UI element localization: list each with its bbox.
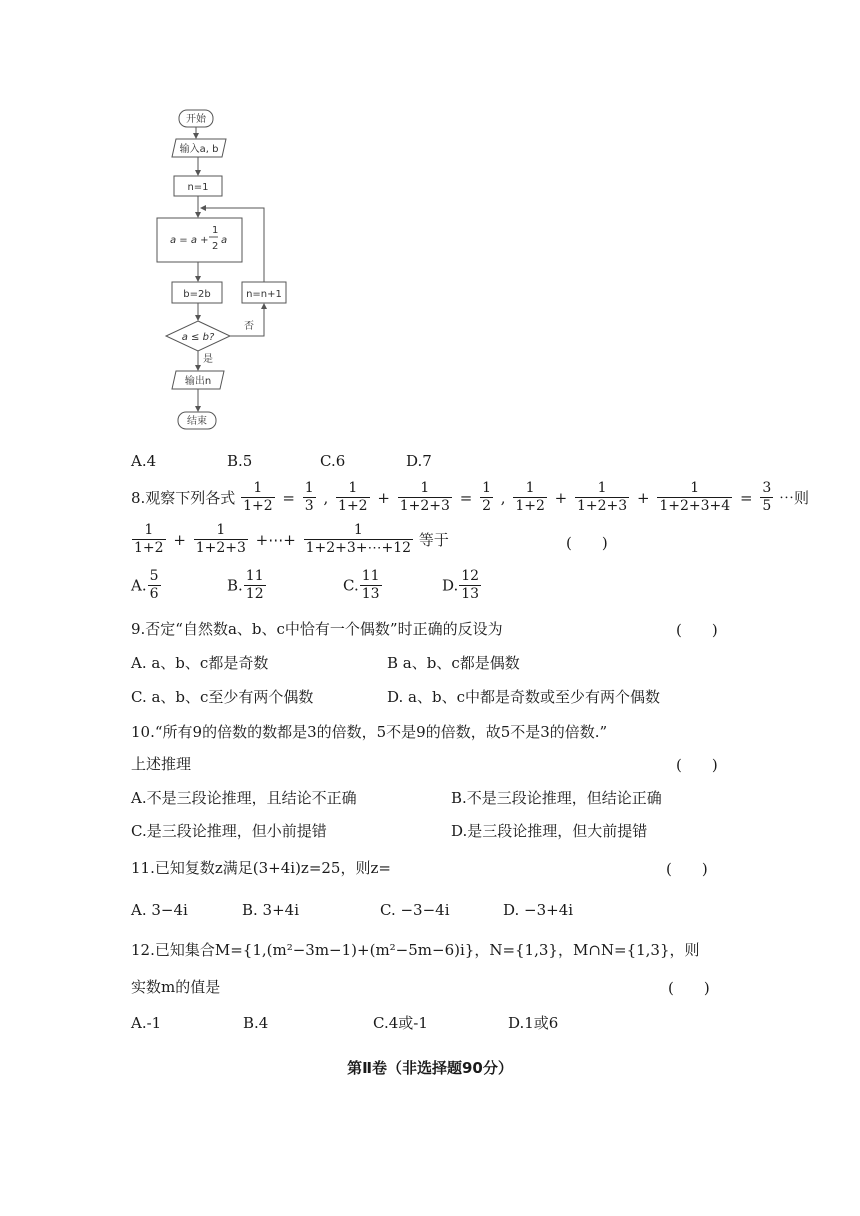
- q8-sum-frac-1: $\frac{1}{1+2}$: [134, 522, 164, 556]
- q12-option-c: C.4或-1: [373, 1014, 428, 1032]
- flowchart: [150, 100, 310, 440]
- q8-sum-frac-2: $\frac{1}{1+2+3}$: [195, 522, 246, 556]
- q10-option-d: D.是三段论推理，但大前提错: [451, 822, 648, 840]
- q8-frac-3-eq: $\frac{3}{5}$: [762, 480, 772, 514]
- q11-stem: 11.已知复数z满足(3+4i)z=25，则z=: [131, 859, 391, 877]
- q10-stem: 10.“所有9的倍数的数都是3的倍数，5不是9的倍数，故5不是3的倍数.”: [131, 723, 608, 741]
- q8-frac-1-eq: $\frac{1}{3}$: [304, 480, 314, 514]
- q12-option-b: B.4: [243, 1014, 269, 1032]
- q8-then: ⋯则: [779, 489, 810, 507]
- flow-output-text: 输出n: [184, 376, 212, 387]
- q8-option-b: $\frac{11}{12}$: [245, 568, 264, 602]
- q8-option-d: $\frac{12}{13}$: [461, 568, 480, 602]
- flow-init-text: n=1: [187, 182, 209, 193]
- q9-option-d: D. a、b、c中都是奇数或至少有两个偶数: [387, 688, 660, 706]
- q11-option-c: C. −3−4i: [380, 901, 450, 919]
- q8-frac-2-eq: $\frac{1}{2}$: [482, 480, 491, 514]
- flow-decision-text: a ≤ b?: [181, 332, 215, 343]
- q8-frac-2a: $\frac{1}{1+2}$: [338, 480, 368, 514]
- flow-no-label: 否: [244, 321, 254, 332]
- q8-sum-frac-3: $\frac{1}{1+2+3+\cdots+12}$: [305, 522, 412, 556]
- flow-input-text: 输入a, b: [179, 144, 219, 155]
- q11-option-a: A. 3−4i: [131, 901, 188, 919]
- flow-start-text: 开始: [186, 114, 206, 125]
- q7-option-b: B.5: [227, 452, 253, 470]
- q7-option-a: A.4: [131, 452, 157, 470]
- q10-stem2: 上述推理: [131, 755, 192, 773]
- q12-paren: ( ): [668, 979, 710, 997]
- q8-line2: $\frac{1}{1+2}$ + $\frac{1}{1+2+3}$ +⋯+ $\frac{1}{1+2+3+\cdots+12}$ 等于: [134, 522, 449, 556]
- section-heading: 第Ⅱ卷（非选择题90分）: [347, 1059, 513, 1077]
- flow-update-b-text: b=2b: [183, 289, 211, 300]
- q8-line1: 8.观察下列各式 $\frac{1}{1+2}$ = $\frac{1}{3}$ , $\frac{1}{1+2}$ + $\frac{1}{1+2+3}$ = $\frac{1}{2}$ , $\frac{1}{1+2}$ + $\frac{1}{1+2+3}$ + $\frac{1}{1+2+3+4}$ = $\frac{3}{5}$ ⋯则: [131, 480, 810, 514]
- q8-frac-3b: $\frac{1}{1+2+3}$: [577, 480, 628, 514]
- flow-increment-text: n=n+1: [246, 289, 282, 300]
- q8-frac-1: $\frac{1}{1+2}$: [243, 480, 273, 514]
- q12-stem2: 实数m的值是: [131, 978, 221, 996]
- flow-update-a-num: 1: [212, 225, 219, 236]
- q12-option-a: A.-1: [131, 1014, 162, 1032]
- q11-option-b: B. 3+4i: [242, 901, 300, 919]
- q8-paren: ( ): [566, 534, 608, 552]
- q9-option-b: B a、b、c都是偶数: [387, 654, 520, 672]
- q8-option-a: $\frac{5}{6}$: [149, 568, 159, 602]
- q8-frac-3a: $\frac{1}{1+2}$: [515, 480, 545, 514]
- flow-end-text: 结束: [187, 416, 207, 427]
- q8-frac-2b: $\frac{1}{1+2+3}$: [399, 480, 450, 514]
- q8-options: A. $\frac{5}{6}$ B. $\frac{11}{12}$ C. $\frac{11}{13}$ D. $\frac{12}{13}$: [131, 568, 480, 602]
- q11-paren: ( ): [666, 860, 708, 878]
- q12-stem: 12.已知集合M={1,(m²−3m−1)+(m²−5m−6)i}，N={1,3}，M∩N={1,3}，则: [131, 941, 700, 959]
- q9-option-a: A. a、b、c都是奇数: [131, 654, 269, 672]
- flow-yes-label: 是: [203, 354, 213, 365]
- q12-option-d: D.1或6: [508, 1014, 559, 1032]
- q8-frac-3c: $\frac{1}{1+2+3+4}$: [659, 480, 731, 514]
- flow-update-a-den: 2: [212, 241, 219, 252]
- q10-option-b: B.不是三段论推理，但结论正确: [451, 789, 662, 807]
- q10-option-a: A.不是三段论推理，且结论不正确: [131, 789, 357, 807]
- q8-option-c: $\frac{11}{13}$: [361, 568, 380, 602]
- q7-option-d: D.7: [406, 452, 432, 470]
- flow-update-a-text: a = a +: [170, 235, 209, 246]
- q10-paren: ( ): [676, 756, 718, 774]
- q8-equals: 等于: [418, 531, 449, 549]
- q9-stem: 9.否定“自然数a、b、c中恰有一个偶数”时正确的反设为: [131, 620, 503, 638]
- q11-option-d: D. −3+4i: [503, 901, 574, 919]
- q9-option-c: C. a、b、c至少有两个偶数: [131, 688, 314, 706]
- q7-option-c: C.6: [320, 452, 346, 470]
- q10-option-c: C.是三段论推理，但小前提错: [131, 822, 327, 840]
- flow-update-a-tail: a: [221, 235, 228, 246]
- q8-prefix: 8.观察下列各式: [131, 489, 236, 507]
- q9-paren: ( ): [676, 621, 718, 639]
